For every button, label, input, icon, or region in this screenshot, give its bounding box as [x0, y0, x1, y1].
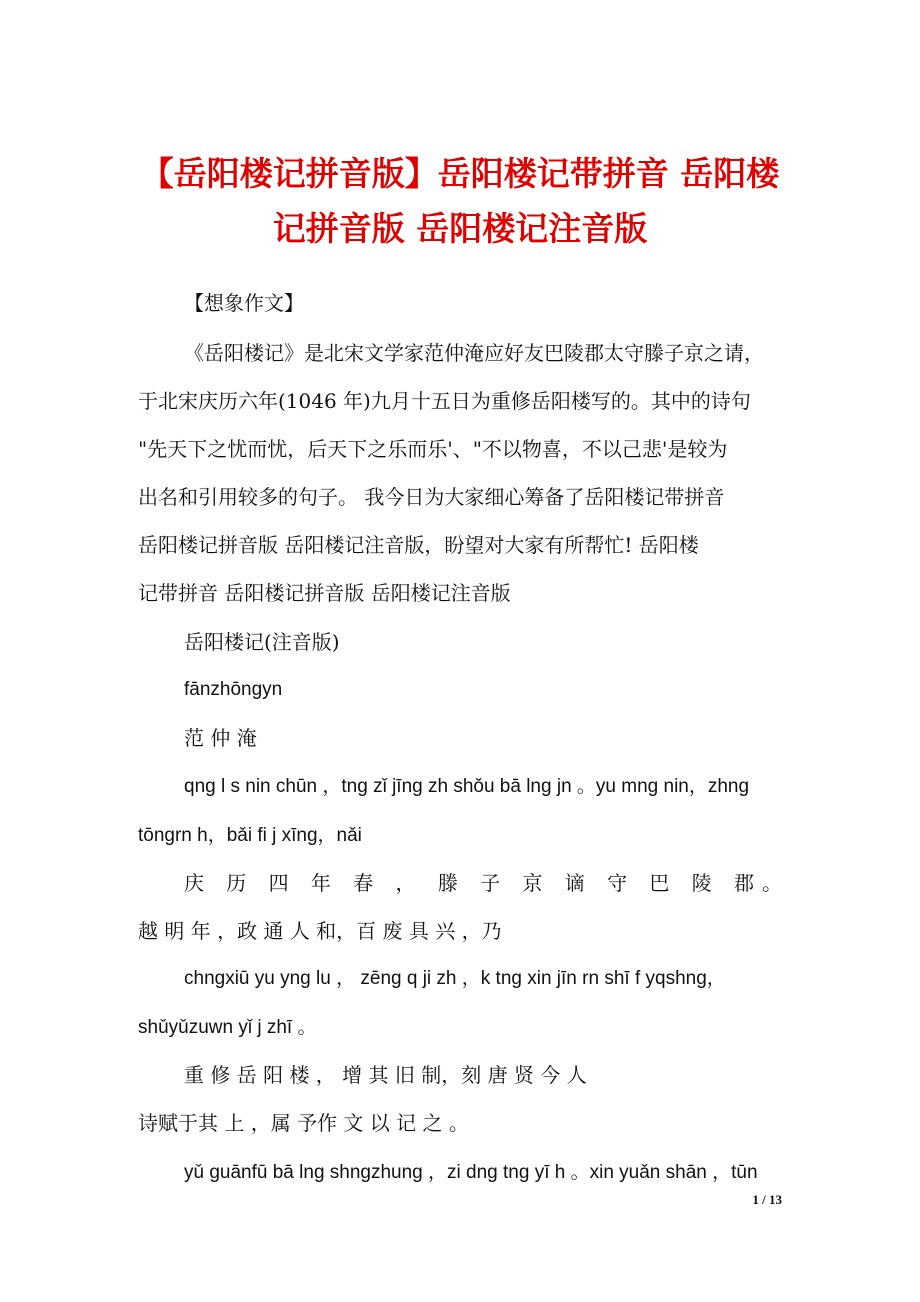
- text-title: 岳阳楼记(注音版): [184, 630, 340, 654]
- category-label: 【想象作文】: [184, 291, 304, 315]
- passage-pinyin-2: chngxiū yu yng lu ， zēng q ji zh ，k tng xin jīn rn shī f yqshng，: [184, 968, 726, 989]
- intro-line-2: 于北宋庆历六年(1046 年)九月十五日为重修岳阳楼写的。其中的诗句: [138, 389, 751, 413]
- passage-hanzi-1-cont: 越 明 年 ，政 通 人 和，百 废 具 兴 ，乃: [138, 919, 502, 943]
- intro-line-1: 《岳阳楼记》是北宋文学家范仲淹应好友巴陵郡太守滕子京之请，: [184, 341, 764, 365]
- intro-line-4: 出名和引用较多的句子。 我今日为大家细心筹备了岳阳楼记带拼音: [138, 485, 725, 509]
- page-number: 1 / 13: [752, 1192, 782, 1207]
- intro-line-3: "先天下之忧而忧，后天下之乐而乐'、"不以物喜，不以己悲'是较为: [138, 437, 728, 461]
- passage-pinyin-1: qng l s nin chūn ，tng zǐ jīng zh shǒu bā lng jn 。yu mng nin，zhng: [184, 776, 750, 797]
- intro-line-5: 岳阳楼记拼音版 岳阳楼记注音版，盼望对大家有所帮忙! 岳阳楼: [138, 533, 699, 557]
- passage-hanzi-1: 庆 历 四 年 春 ， 滕 子 京 谪 守 巴 陵 郡。: [184, 871, 782, 895]
- author-name: 范 仲 淹: [184, 726, 257, 750]
- intro-line-6: 记带拼音 岳阳楼记拼音版 岳阳楼记注音版: [138, 581, 511, 605]
- passage-pinyin-3: yǔ guānfū bā lng shngzhung ，zi dng tng yī h 。xin yuǎn shān ，tūn: [184, 1162, 758, 1183]
- passage-hanzi-2-cont: 诗赋于其 上 ，属 予作 文 以 记 之 。: [138, 1111, 469, 1135]
- passage-hanzi-2: 重 修 岳 阳 楼 ， 增 其 旧 制，刻 唐 贤 今 人: [184, 1063, 587, 1087]
- author-pinyin: fānzhōngyn: [184, 679, 283, 700]
- passage-pinyin-1-cont: tōngrn h，bǎi fi j xīng，nǎi: [138, 825, 362, 846]
- document-title-line-2: 记拼音版 岳阳楼记注音版: [272, 209, 648, 248]
- passage-pinyin-2-cont: shǔyǔzuwn yǐ j zhī 。: [138, 1017, 317, 1038]
- document-title-line-1: 【岳阳楼记拼音版】岳阳楼记带拼音 岳阳楼: [140, 154, 780, 193]
